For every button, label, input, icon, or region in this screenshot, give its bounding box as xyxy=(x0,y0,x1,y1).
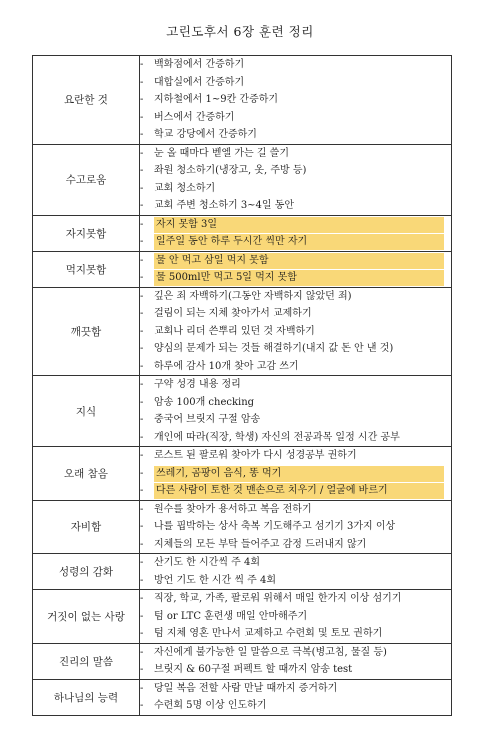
list-item xyxy=(140,394,451,412)
item-text: 교회나 리더 쓴뿌리 있던 것 자백하기 xyxy=(154,325,315,337)
bullet-dash: - xyxy=(140,431,144,443)
bullet-dash: - xyxy=(140,76,144,88)
bullet-dash: - xyxy=(140,343,144,354)
bullet-dash: - xyxy=(140,646,144,658)
list-item xyxy=(140,554,451,572)
items-cell xyxy=(140,679,452,715)
table-row xyxy=(33,144,452,215)
list-item xyxy=(140,74,451,92)
bullet-dash: - xyxy=(140,521,144,532)
item-text: 걸림이 되는 지체 찾아가서 교제하기 xyxy=(154,308,312,319)
items-cell xyxy=(140,287,452,376)
list-item xyxy=(140,216,451,234)
list-item xyxy=(140,252,451,270)
bullet-dash: - xyxy=(140,700,144,711)
list-item xyxy=(140,358,451,376)
items-cell xyxy=(140,554,452,590)
category-cell: 지식 xyxy=(33,376,140,447)
items-cell xyxy=(140,56,452,145)
bullet-dash: - xyxy=(140,574,144,586)
items-cell xyxy=(140,643,452,679)
list-item xyxy=(140,572,451,590)
item-text: 브릿지 & 60구절 퍼펙트 할 때까지 암송 test xyxy=(154,664,353,675)
bullet-dash: - xyxy=(140,182,144,194)
item-text: 깊은 죄 자백하기(그동안 자백하지 않았던 죄) xyxy=(154,290,352,302)
item-text: 지체들의 모든 부탁 들어주고 감정 드러내지 않기 xyxy=(154,538,367,550)
bullet-dash: - xyxy=(140,485,144,496)
list-item xyxy=(140,680,451,698)
item-text: 중국어 브릿지 구절 암송 xyxy=(154,414,261,425)
bullet-dash: - xyxy=(140,557,144,568)
highlighted-item-text: 자지 못함 3일 xyxy=(154,217,444,233)
category-cell: 자지못함 xyxy=(33,215,140,251)
table-row xyxy=(33,554,452,590)
item-text: 자신에게 불가능한 일 말씀으로 극복(병고침, 물질 등) xyxy=(154,646,387,658)
item-text: 좌원 청소하기(냉장고, 옷, 주방 등) xyxy=(154,165,307,176)
training-table xyxy=(32,55,452,716)
table-row xyxy=(33,590,452,644)
list-item xyxy=(140,590,451,608)
item-text: 하루에 감사 10개 찾아 고감 쓰기 xyxy=(154,360,299,372)
list-item xyxy=(140,162,451,180)
bullet-dash: - xyxy=(140,147,144,159)
list-item xyxy=(140,56,451,74)
table-row xyxy=(33,376,452,447)
table-row xyxy=(33,251,452,287)
bullet-dash: - xyxy=(140,628,144,639)
item-text: 버스에서 간증하기 xyxy=(154,111,235,123)
items-cell xyxy=(140,144,452,215)
table-row xyxy=(33,643,452,679)
table-row xyxy=(33,287,452,376)
list-item xyxy=(140,323,451,341)
list-item xyxy=(140,197,451,215)
bullet-dash: - xyxy=(140,129,144,140)
item-text: 수련회 5명 이상 인도하기 xyxy=(154,700,267,711)
category-cell: 깨끗함 xyxy=(33,287,140,376)
category-cell: 진리의 말씀 xyxy=(33,643,140,679)
items-cell xyxy=(140,590,452,644)
items-cell xyxy=(140,500,452,554)
list-item xyxy=(140,625,451,643)
list-item xyxy=(140,697,451,715)
item-text: 백화점에서 간증하기 xyxy=(154,59,245,70)
category-cell: 먹지못함 xyxy=(33,251,140,287)
highlighted-item-text: 물 500ml만 먹고 5일 먹지 못함 xyxy=(154,270,444,286)
training-table-body xyxy=(33,56,452,716)
list-item xyxy=(140,126,451,144)
list-item xyxy=(140,411,451,429)
list-item xyxy=(140,518,451,536)
item-text: 구약 성경 내용 정리 xyxy=(154,379,241,390)
item-text: 텀 or LTC 훈련생 매일 안마해주기 xyxy=(154,610,308,622)
item-text: 로스트 된 팔로워 찾아가 다시 성경공부 권하기 xyxy=(154,450,357,461)
item-text: 암송 100개 checking xyxy=(154,396,255,408)
bullet-dash: - xyxy=(140,254,144,266)
item-text: 지하철에서 1~9칸 간증하기 xyxy=(154,94,279,105)
table-row xyxy=(33,679,452,715)
items-cell xyxy=(140,447,452,501)
item-text: 당일 복음 전할 사람 만날 때까지 증거하기 xyxy=(154,682,338,694)
bullet-dash: - xyxy=(140,379,144,390)
bullet-dash: - xyxy=(140,360,144,372)
list-item xyxy=(140,661,451,679)
bullet-dash: - xyxy=(140,503,144,515)
list-item xyxy=(140,269,451,287)
table-row xyxy=(33,56,452,145)
bullet-dash: - xyxy=(140,165,144,176)
bullet-dash: - xyxy=(140,218,144,230)
list-item xyxy=(140,447,451,465)
item-text: 학교 강당에서 간증하기 xyxy=(154,129,257,140)
list-item xyxy=(140,340,451,358)
bullet-dash: - xyxy=(140,272,144,283)
bullet-dash: - xyxy=(140,593,144,604)
bullet-dash: - xyxy=(140,59,144,70)
list-item xyxy=(140,536,451,554)
highlighted-item-text: 쓰레기, 곰팡이 음식, 똥 먹기 xyxy=(154,466,444,482)
highlighted-item-text: 다른 사람이 토한 것 맨손으로 치우기 / 얼굴에 바르기 xyxy=(154,483,444,499)
highlighted-item-text: 물 안 먹고 삼일 먹지 못함 xyxy=(154,253,444,269)
table-row xyxy=(33,447,452,501)
item-text: 교회 청소하기 xyxy=(154,182,216,194)
item-text: 교회 주변 청소하기 3~4일 동안 xyxy=(154,200,295,211)
category-cell: 거짓이 없는 사랑 xyxy=(33,590,140,644)
category-cell: 성령의 감화 xyxy=(33,554,140,590)
item-text: 텀 지체 영혼 만나서 교제하고 수련회 및 토모 권하기 xyxy=(154,628,383,639)
items-cell xyxy=(140,251,452,287)
category-cell: 요란한 것 xyxy=(33,56,140,145)
item-text: 원수를 찾아가 용서하고 복음 전하기 xyxy=(154,503,312,515)
table-row xyxy=(33,500,452,554)
item-text: 개인에 따라(직장, 학생) 자신의 전공과목 일정 시간 공부 xyxy=(154,431,400,443)
page-title: 고린도후서 6장 훈련 정리 xyxy=(166,24,314,39)
bullet-dash: - xyxy=(140,236,144,247)
category-cell: 자비함 xyxy=(33,500,140,554)
table-row xyxy=(33,215,452,251)
category-cell: 수고로움 xyxy=(33,144,140,215)
bullet-dash: - xyxy=(140,610,144,622)
bullet-dash: - xyxy=(140,290,144,302)
category-cell: 하나님의 능력 xyxy=(33,679,140,715)
list-item xyxy=(140,376,451,394)
item-text: 나를 핍박하는 상사 축복 기도해주고 섬기기 3가지 이상 xyxy=(154,521,396,532)
list-item xyxy=(140,608,451,626)
bullet-dash: - xyxy=(140,308,144,319)
category-cell: 오래 참음 xyxy=(33,447,140,501)
list-item xyxy=(140,465,451,483)
item-text: 방언 기도 한 시간 씩 주 4회 xyxy=(154,574,277,586)
item-text: 대합실에서 간증하기 xyxy=(154,76,245,88)
bullet-dash: - xyxy=(140,414,144,425)
bullet-dash: - xyxy=(140,94,144,105)
list-item xyxy=(140,305,451,323)
highlighted-item-text: 일주일 동안 하루 두시간 씩만 자기 xyxy=(154,234,444,250)
items-cell xyxy=(140,376,452,447)
list-item xyxy=(140,501,451,519)
bullet-dash: - xyxy=(140,682,144,694)
item-text: 눈 올 때마다 벧엘 가는 길 쓸기 xyxy=(154,147,289,159)
list-item xyxy=(140,145,451,163)
list-item xyxy=(140,429,451,447)
list-item xyxy=(140,233,451,251)
bullet-dash: - xyxy=(140,111,144,123)
list-item xyxy=(140,91,451,109)
list-item xyxy=(140,288,451,306)
bullet-dash: - xyxy=(140,538,144,550)
bullet-dash: - xyxy=(140,325,144,337)
bullet-dash: - xyxy=(140,450,144,461)
item-text: 직장, 학교, 가족, 팔로워 위해서 매일 한가지 이상 섬기기 xyxy=(154,593,402,604)
list-item xyxy=(140,644,451,662)
item-text: 산기도 한 시간씩 주 4회 xyxy=(154,557,261,568)
list-item xyxy=(140,180,451,198)
item-text: 양심의 문제가 되는 것들 해결하기(내지 값 돈 안 낸 것) xyxy=(154,343,394,354)
list-item xyxy=(140,109,451,127)
items-cell xyxy=(140,215,452,251)
bullet-dash: - xyxy=(140,200,144,211)
list-item xyxy=(140,482,451,500)
bullet-dash: - xyxy=(140,664,144,675)
bullet-dash: - xyxy=(140,396,144,408)
bullet-dash: - xyxy=(140,467,144,479)
